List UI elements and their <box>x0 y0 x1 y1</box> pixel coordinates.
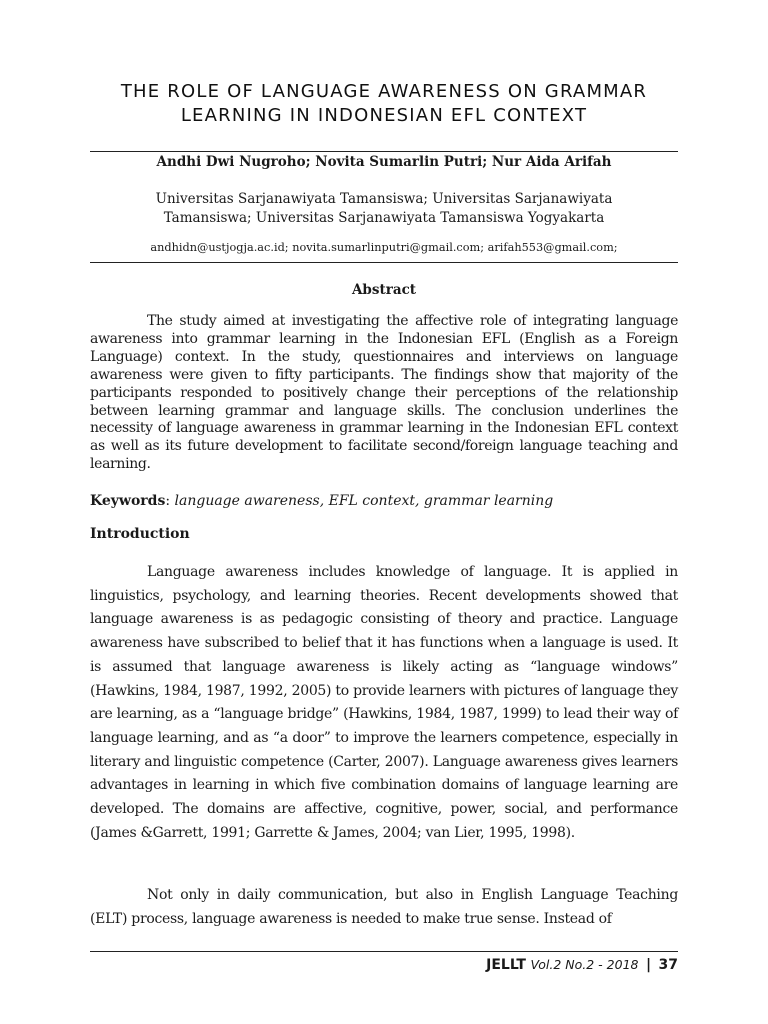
title-divider <box>90 151 678 152</box>
keywords-line: Keywords: language awareness, EFL context, grammar learning <box>90 493 554 509</box>
affiliations <box>130 190 638 228</box>
footer-divider <box>90 951 678 952</box>
footer-journal: JELLT <box>486 957 526 973</box>
introduction-paragraph-2: Not only in daily communication, but also in English Language Teaching (ELT) process, language awareness is needed to make true sense. Instead of <box>90 887 678 927</box>
author-list: Andhi Dwi Nugroho; Novita Sumarlin Putri; Nur Aida Arifah <box>156 154 612 170</box>
abstract-heading: Abstract <box>351 282 417 298</box>
title-line-1: THE ROLE OF LANGUAGE AWARENESS ON GRAMMAR <box>120 81 648 102</box>
keywords-label: Keywords <box>90 493 166 509</box>
affiliation-line-1: Universitas Sarjanawiyata Tamansiswa; Universitas Sarjanawiyata <box>155 191 613 207</box>
affiliation-line-2: Tamansiswa; Universitas Sarjanawiyata Tamansiswa Yogyakarta <box>163 210 605 226</box>
abstract-body: The study aimed at investigating the affective role of integrating language awareness into grammar learning in the Indonesian EFL (English as a Foreign Language) context. In the study, questionnaires and interviews on language awareness were given to fifty participants. The findings show that majority of the participants responded to positively change their perceptions of the relationship between learning grammar and language skills. The conclusion underlines the necessity of language awareness in grammar learning in the Indonesian EFL context as well as its future development to facilitate second/foreign language teaching and learning. <box>90 313 678 473</box>
footer-separator: | <box>645 957 652 973</box>
page-number: 37 <box>658 957 678 973</box>
title-line-2: LEARNING IN INDONESIAN EFL CONTEXT <box>180 105 588 126</box>
footer-issue: Vol.2 No.2 - 2018 <box>530 957 639 972</box>
introduction-heading: Introduction <box>90 526 190 542</box>
introduction-paragraph-1: Language awareness includes knowledge of language. It is applied in linguistics, psychology, and learning theories. Recent developments showed that language awareness is as pedagogic consisting of theory and practice. Language awareness have subscribed to belief that it has functions when a language is used. It is assumed that language awareness is likely acting as “language windows” (Hawkins, 1984, 1987, 1992, 2005) to provide learners with pictures of language they are learning, as a “language bridge” (Hawkins, 1984, 1987, 1999) to lead their way of language learning, and as “a door” to improve the learners competence, especially in literary and linguistic competence (Carter, 2007). Language awareness gives learners advantages in learning in which five combination domains of language learning are developed. The domains are affective, cognitive, power, social, and performance (James &Garrett, 1991; Garrette & James, 2004; van Lier, 1995, 1998). <box>90 564 678 841</box>
keywords-terms: language awareness, EFL context, grammar learning <box>174 493 554 509</box>
author-emails: andhidn@ustjogja.ac.id; novita.sumarlinputri@gmail.com; arifah553@gmail.com; <box>150 241 618 254</box>
page-footer <box>486 956 678 974</box>
header-divider <box>90 262 678 263</box>
paper-title <box>90 80 678 128</box>
